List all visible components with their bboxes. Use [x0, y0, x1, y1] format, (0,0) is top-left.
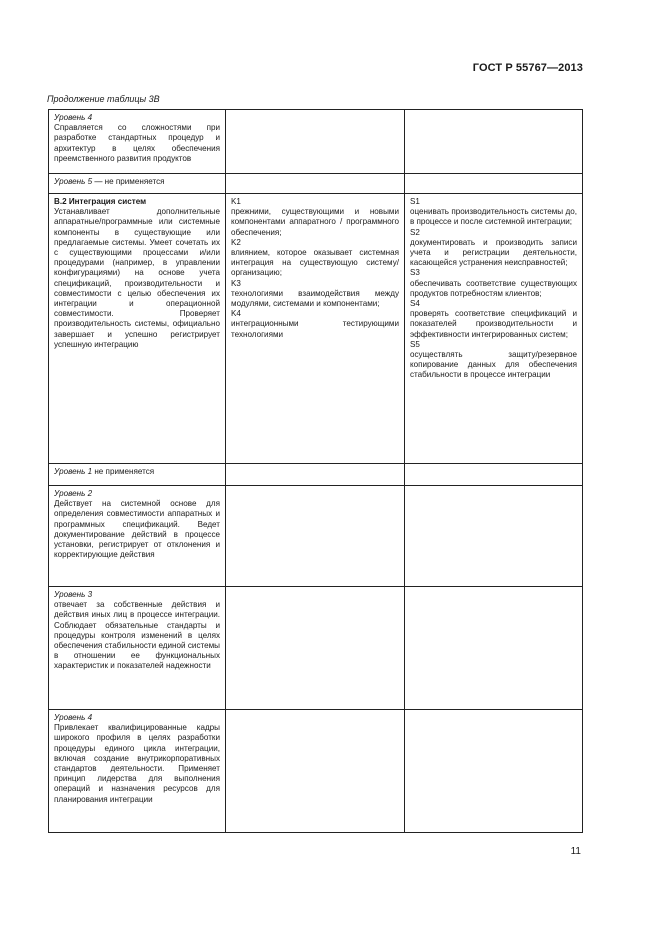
table-row: [49, 587, 583, 710]
cell-skills-empty: [405, 110, 583, 174]
level-label: Уровень 4: [54, 713, 93, 722]
table-row: [49, 710, 583, 833]
skill-code: S3: [410, 268, 420, 278]
cell-knowledge-empty: [226, 710, 405, 833]
cell-knowledge-empty: [226, 486, 405, 587]
skill-text: обеспечивать соответствие существующих продуктов потребностям клиентов;: [410, 278, 577, 298]
cell-skills-empty: [405, 587, 583, 710]
level-label: Уровень 5 —: [54, 177, 103, 186]
page-number: 11: [570, 846, 581, 857]
skill-text: документировать и производить записи учета и регистрации деятельности, касающейся устранения неисправностей;: [410, 237, 577, 268]
skill-code: S2: [410, 227, 420, 237]
knowledge-code: K3: [231, 278, 241, 288]
level-label: Уровень 4: [54, 113, 93, 122]
knowledge-text: прежними, существующими и новыми компонентами аппаратного / программного обеспечения;: [231, 207, 399, 237]
cell-knowledge-empty: [226, 587, 405, 710]
cell-knowledge-empty: [226, 110, 405, 174]
level-description: Справляется со сложностями при разработке стандартных процедур и архитектур в целях обеспечения преемственного развития продуктов: [54, 123, 220, 163]
table-row: [49, 486, 583, 587]
table-continuation-caption: Продолжение таблицы 3В: [47, 94, 160, 104]
knowledge-text: технологиями взаимодействия между модулями, системами и компонентами;: [231, 288, 399, 309]
cell-level-5: [49, 174, 226, 194]
cell-level-4: [49, 710, 226, 833]
cell-level-1: [49, 464, 226, 486]
cell-system-integration: [49, 194, 226, 464]
table-row: [49, 194, 583, 464]
cell-level-3: [49, 587, 226, 710]
knowledge-text: интеграционными тестирующими технологиями: [231, 319, 399, 339]
skill-code: S1: [410, 197, 420, 206]
cell-skills-empty: [405, 464, 583, 486]
skill-text: оценивать производительность системы до, в процессе и после системной интеграции;: [410, 207, 577, 227]
level-description: отвечает за собственные действия и действия иных лиц в процессе интеграции. Соблюдает обязательные стандарты и процедуры контроля изменений в целях обеспечения стабильности единой системы в отношении ее функциональных характеристик и показателей надежности: [54, 600, 220, 671]
section-title: В.2 Интеграция систем: [54, 197, 147, 206]
cell-knowledge-empty: [226, 174, 405, 194]
table-row: [49, 174, 583, 194]
cell-level-4: [49, 110, 226, 174]
skill-code: S5: [410, 339, 420, 349]
cell-skills-empty: [405, 710, 583, 833]
cell-skills-empty: [405, 174, 583, 194]
table-row: [49, 464, 583, 486]
section-description: Устанавливает дополнительные аппаратные/программные или системные компоненты в существующие или предлагаемые системы. Умеет сочетать их с существующими процессами и/или процедурами (например, в управлении конфигурациями) на основе учета спецификаций, производительности и совместимости с целью обеспечения их интеграции и операционной совместимости. Проверяет производительность системы, официально завершает и успешно регистрирует успешную интеграцию: [54, 207, 220, 349]
level-description: Привлекает квалифицированные кадры широкого профиля в целях разработки процедуры единого цикла интеграции, включая создание внутрикорпоративных стандартов деятельности. Применяет принцип лидерства для выполнения операций и назначения ресурсов для планирования интеграции: [54, 723, 220, 804]
knowledge-code: K2: [231, 237, 241, 247]
table-row: [49, 110, 583, 174]
knowledge-code: K1: [231, 197, 241, 206]
level-label: Уровень 3: [54, 590, 93, 599]
cell-skills: [405, 194, 583, 464]
level-description: не применяется: [92, 467, 155, 476]
level-label: Уровень 1: [54, 467, 93, 476]
standard-designation: ГОСТ Р 55767—2013: [472, 62, 583, 74]
cell-level-2: [49, 486, 226, 587]
cell-knowledge: [226, 194, 405, 464]
cell-skills-empty: [405, 486, 583, 587]
skill-code: S4: [410, 299, 420, 309]
cell-knowledge-empty: [226, 464, 405, 486]
level-description: не применяется: [102, 177, 165, 186]
knowledge-code: K4: [231, 309, 241, 319]
level-description: Действует на системной основе для определения совместимости аппаратных и программных спецификаций. Ведет документирование действий в процессе установки, регистрирует от отклонения и корректирующие действия: [54, 499, 220, 560]
knowledge-text: влиянием, которое оказывает системная интеграция на существующую систему/организацию;: [231, 248, 399, 278]
skill-text: проверять соответствие спецификаций и показателей производительности и эффективности интегрированных систем;: [410, 309, 577, 339]
competence-table: [48, 109, 583, 833]
skill-text: осуществлять защиту/резервное копирование данных для обеспечения стабильности в процессе интеграции: [410, 350, 577, 380]
level-label: Уровень 2: [54, 489, 93, 498]
